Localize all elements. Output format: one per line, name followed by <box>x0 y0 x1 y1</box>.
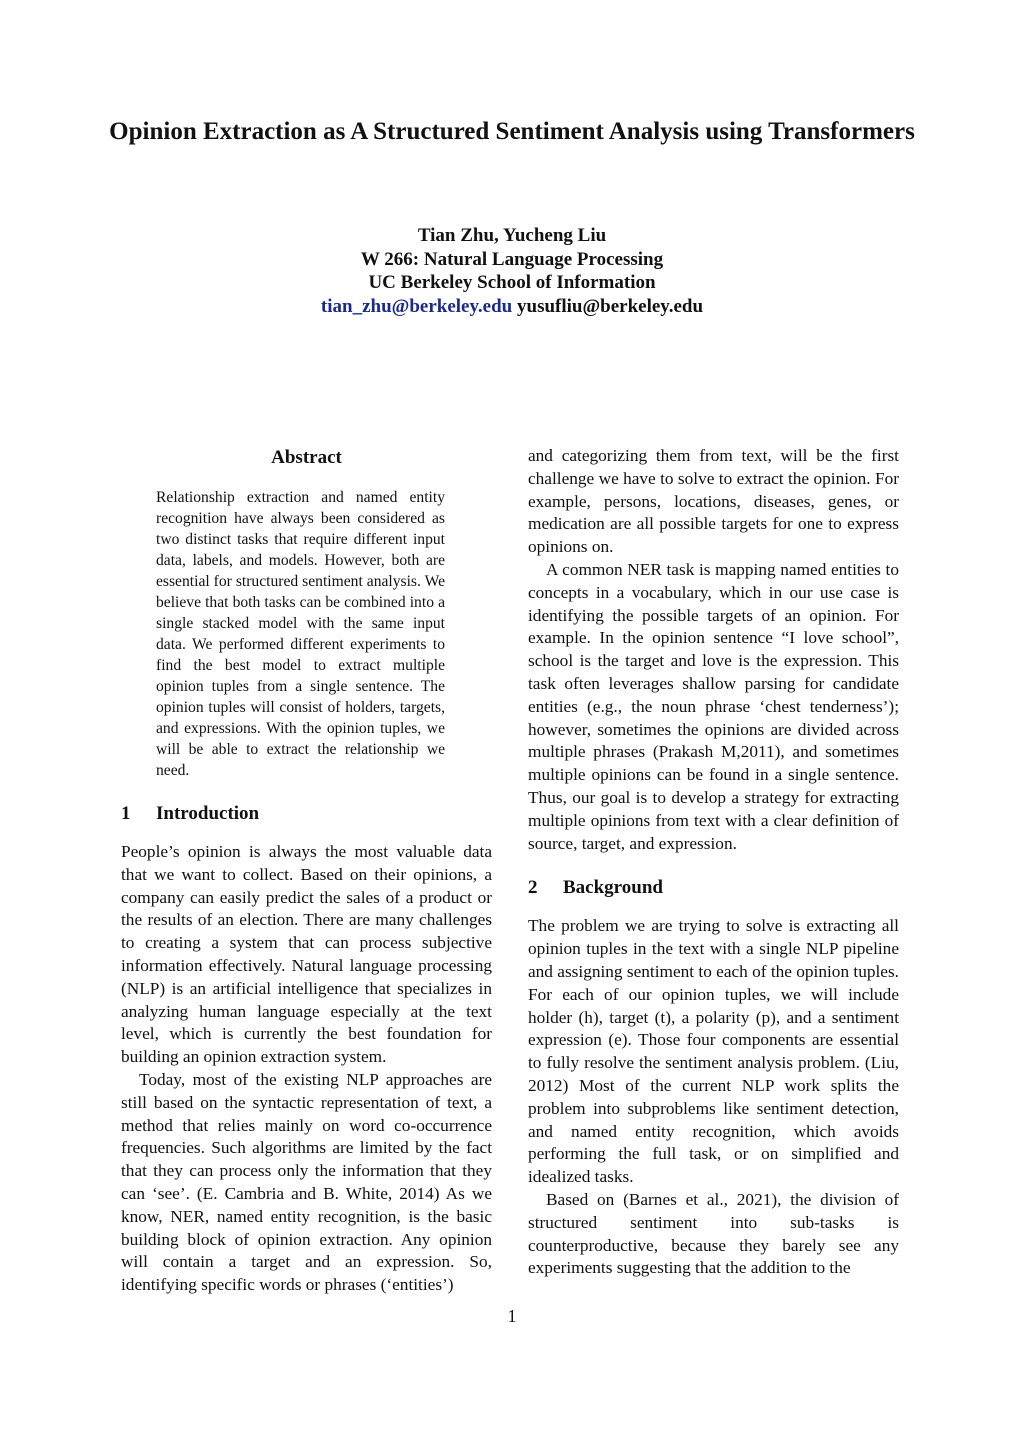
intro-paragraph-1: People’s opinion is always the most valuable data that we want to collect. Based on their opinions, a company can easily predict the sales of a product or the results of an election. There are many challenges to creating a system that can process subjective information effectively. Natural language processing (NLP) is an artificial intelligence that specializes in analyzing human language especially at the text level, which is currently the best foundation for building an opinion extraction system. <box>121 842 492 1067</box>
affiliation-line: UC Berkeley School of Information <box>368 272 656 293</box>
intro-paragraph-2: Today, most of the existing NLP approaches are still based on the syntactic representation of text, a method that relies mainly on word co-occurrence frequencies. Such algorithms are limited by the fact that they can process only the information that they can ‘see’. (E. Cambria and B. White, 2014) As we know, NER, named entity recognition, is the basic building block of opinion extraction. Any opinion will contain a target and an expression. So, identifying specific words or phrases (‘entities’) <box>121 1069 492 1295</box>
section-heading-introduction <box>121 803 492 825</box>
abstract-body: Relationship extraction and named entity recognition have always been considered as two distinct tasks that require different input data, labels, and models. However, both are essential for structured sentiment analysis. We believe that both tasks can be combined into a single stacked model with the same input data. We performed different experiments to find the best model to extract multiple opinion tuples from a single sentence. The opinion tuples will consist of holders, targets, and expressions. With the opinion tuples, we will be able to extract the relationship we need. <box>156 489 445 779</box>
section-heading-background <box>528 877 899 899</box>
intro-paragraph-4: A common NER task is mapping named entities to concepts in a vocabulary, which in our use case is identifying the possible targets of an opinion. For example. In the opinion sentence “I love school”, school is the target and love is the expression. This task often leverages shallow parsing for candidate entities (e.g., the noun phrase ‘chest tenderness’); however, sometimes the opinions are divided across multiple phrases (Prakash M,2011), and sometimes multiple opinions can be found in a single sentence. Thus, our goal is to develop a strategy for extracting multiple opinions from text with a clear definition of source, target, and expression. <box>528 559 899 853</box>
page-number: 1 <box>507 1306 517 1326</box>
author-block <box>0 224 1024 318</box>
left-column <box>121 445 492 1297</box>
paper-title: Opinion Extraction as A Structured Sentiment Analysis using Transformers <box>109 118 915 145</box>
email-yucheng: yusufliu@berkeley.edu <box>517 295 704 317</box>
author-names: Tian Zhu, Yucheng Liu <box>417 225 607 246</box>
section-title: Background <box>563 877 663 899</box>
background-paragraph-2: Based on (Barnes et al., 2021), the division of structured sentiment into sub-tasks is counterproductive, because they barely see any experiments suggesting that the addition to the <box>528 1189 899 1278</box>
background-paragraph-1: The problem we are trying to solve is extracting all opinion tuples in the text with a single NLP pipeline and assigning sentiment to each of the opinion tuples. For each of our opinion tuples, we will include holder (h), target (t), a polarity (p), and a sentiment expression (e). Those four components are essential to fully resolve the sentiment analysis problem. (Liu, 2012) Most of the current NLP work splits the problem into subproblems like sentiment detection, and named entity recognition, which avoids performing the full task, or on simplified and idealized tasks. <box>528 916 899 1187</box>
right-column <box>528 445 899 1280</box>
intro-paragraph-3: and categorizing them from text, will be the first challenge we have to solve to extract the opinion. For example, persons, locations, diseases, genes, or medication are all possible targets for one to express opinions on. <box>528 446 899 557</box>
section-number: 1 <box>121 803 131 824</box>
email-line <box>0 295 1024 319</box>
course-line: W 266: Natural Language Processing <box>360 248 664 270</box>
section-number: 2 <box>528 877 538 899</box>
section-title: Introduction <box>156 803 260 824</box>
abstract-heading: Abstract <box>271 447 342 468</box>
email-link-tian[interactable]: tian_zhu@berkeley.edu <box>320 295 513 317</box>
